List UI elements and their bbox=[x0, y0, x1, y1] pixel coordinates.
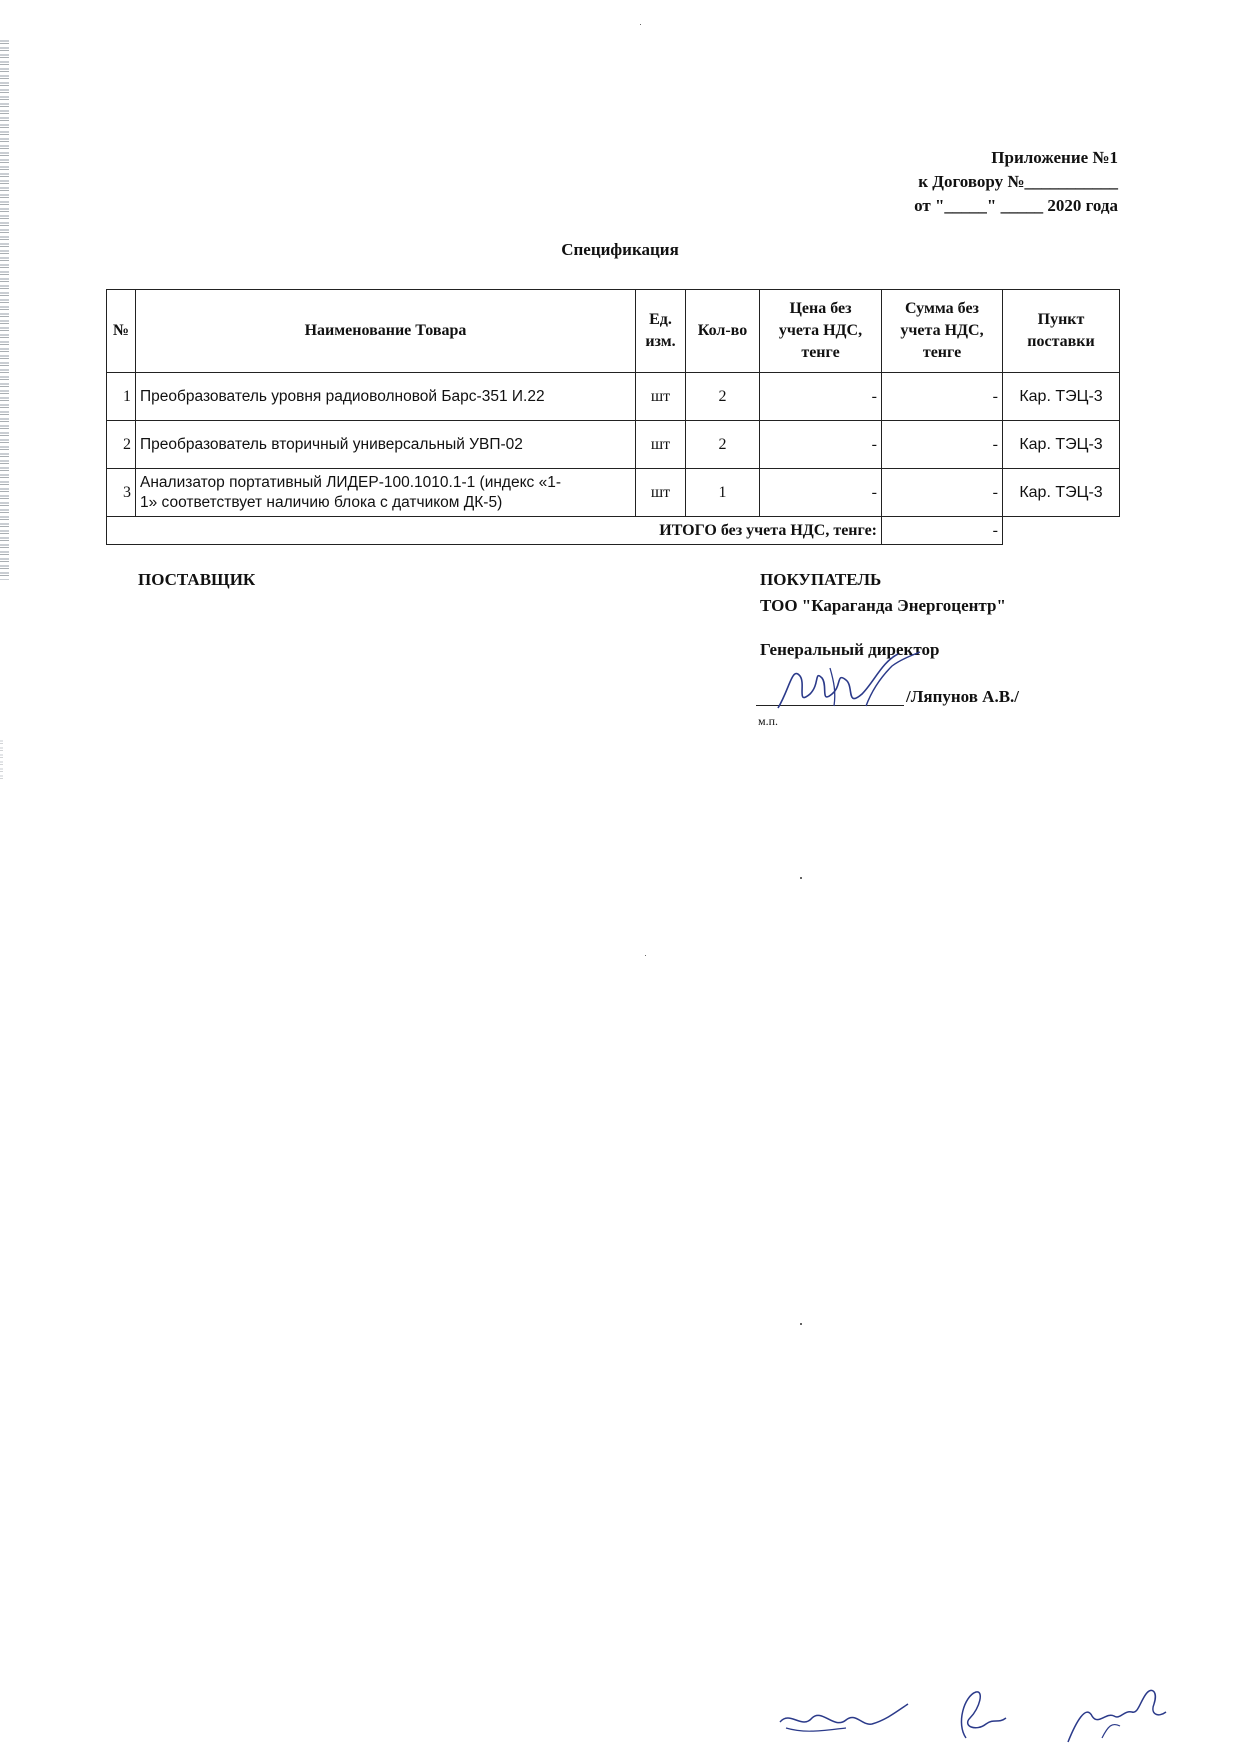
row-qty: 1 bbox=[686, 469, 760, 517]
buyer-block bbox=[760, 567, 1006, 619]
table-row bbox=[107, 469, 1120, 517]
row-place: Кар. ТЭЦ-3 bbox=[1003, 421, 1120, 469]
buyer-company: ТОО "Караганда Энергоцентр" bbox=[760, 596, 1006, 615]
stamp-label: м.п. bbox=[758, 714, 779, 728]
scan-edge-artifact-lower bbox=[0, 740, 3, 780]
row-unit: шт bbox=[636, 469, 686, 517]
annex-header bbox=[914, 146, 1118, 218]
director-signature-image bbox=[770, 648, 940, 714]
total-label: ИТОГО без учета НДС, тенге: bbox=[107, 517, 882, 545]
initials-signature-3-image bbox=[1062, 1682, 1172, 1748]
row-place: Кар. ТЭЦ-3 bbox=[1003, 469, 1120, 517]
scan-speck bbox=[800, 1323, 802, 1325]
annex-title: Приложение №1 bbox=[991, 148, 1118, 167]
header-sum: Сумма без учета НДС, тенге bbox=[882, 290, 1003, 373]
row-place: Кар. ТЭЦ-3 bbox=[1003, 373, 1120, 421]
row-unit: шт bbox=[636, 421, 686, 469]
scan-speck bbox=[645, 955, 646, 956]
row-unit: шт bbox=[636, 373, 686, 421]
supplier-label: ПОСТАВЩИК bbox=[138, 570, 256, 589]
row-sum: - bbox=[882, 421, 1003, 469]
row-name: Преобразователь вторичный универсальный УВП-02 bbox=[136, 421, 636, 469]
scan-edge-artifact bbox=[0, 40, 9, 580]
row-num: 3 bbox=[107, 469, 136, 517]
signer-name: /Ляпунов А.В./ bbox=[906, 687, 1020, 706]
row-price: - bbox=[760, 373, 882, 421]
document-title: Спецификация bbox=[561, 240, 679, 259]
row-qty: 2 bbox=[686, 421, 760, 469]
row-price: - bbox=[760, 469, 882, 517]
annex-date: от "_____" _____ 2020 года bbox=[914, 196, 1118, 215]
buyer-label: ПОКУПАТЕЛЬ bbox=[760, 570, 882, 589]
scan-speck bbox=[800, 877, 802, 879]
specification-table bbox=[106, 289, 1120, 545]
row-num: 2 bbox=[107, 421, 136, 469]
annex-contract-ref: к Договору №___________ bbox=[918, 172, 1118, 191]
initials-signature-2-image bbox=[946, 1688, 1016, 1744]
total-value: - bbox=[882, 517, 1003, 545]
header-unit: Ед. изм. bbox=[636, 290, 686, 373]
table-header-row bbox=[107, 290, 1120, 373]
header-qty: Кол-во bbox=[686, 290, 760, 373]
buyer-position: Генеральный директор bbox=[760, 640, 940, 659]
initials-signature-1-image bbox=[776, 1700, 916, 1740]
row-name: Анализатор портативный ЛИДЕР-100.1010.1-1 (индекс «1- 1» соответствует наличию блока с датчиком ДК-5) bbox=[136, 469, 636, 517]
row-sum: - bbox=[882, 373, 1003, 421]
table-row bbox=[107, 373, 1120, 421]
row-num: 1 bbox=[107, 373, 136, 421]
scan-speck bbox=[640, 24, 641, 25]
header-price: Цена без учета НДС, тенге bbox=[760, 290, 882, 373]
header-place: Пункт поставки bbox=[1003, 290, 1120, 373]
table-total-row bbox=[107, 517, 1120, 545]
row-qty: 2 bbox=[686, 373, 760, 421]
total-empty-cell bbox=[1003, 517, 1120, 545]
table-row bbox=[107, 421, 1120, 469]
header-num: № bbox=[107, 290, 136, 373]
row-name: Преобразователь уровня радиоволновой Барс-351 И.22 bbox=[136, 373, 636, 421]
row-sum: - bbox=[882, 469, 1003, 517]
header-name: Наименование Товара bbox=[136, 290, 636, 373]
row-price: - bbox=[760, 421, 882, 469]
